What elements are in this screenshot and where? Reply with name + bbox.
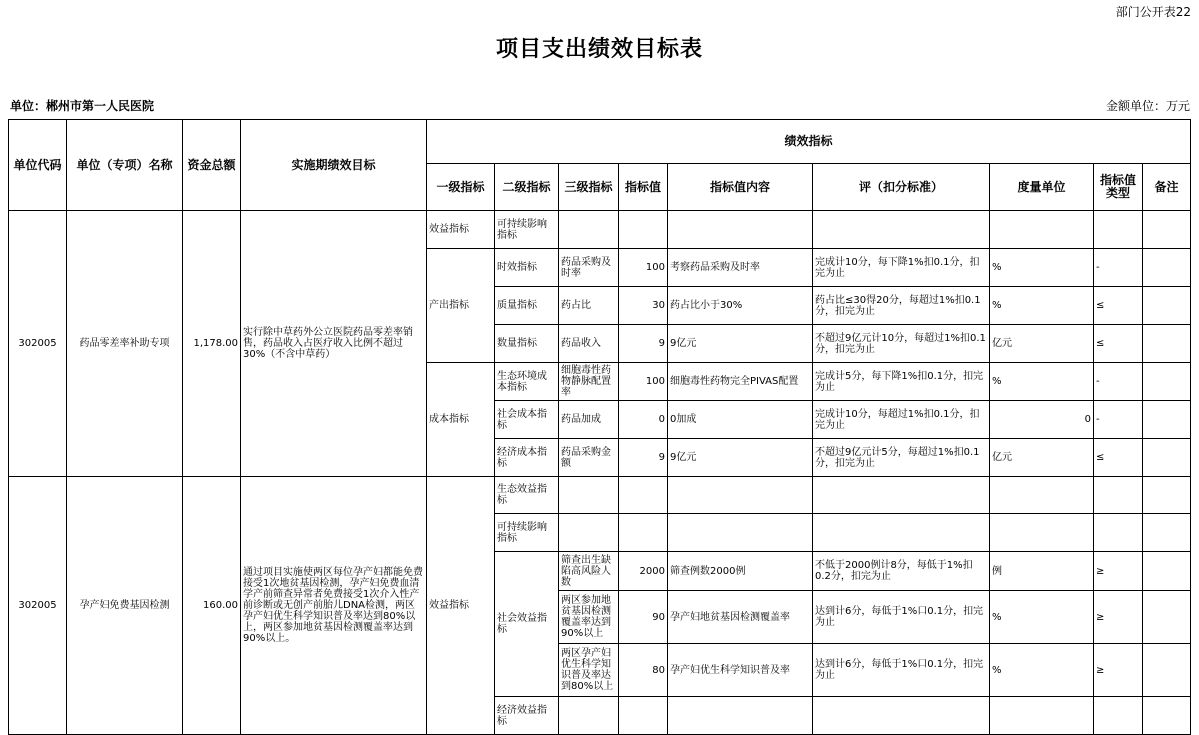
money-unit-label: 金额单位：万元	[1105, 99, 1190, 113]
level1-cell: 效益指标	[427, 477, 495, 735]
unit-code-cell: 302005	[9, 477, 67, 735]
value-cell: 9	[619, 439, 668, 477]
level2-cell: 质量指标	[495, 287, 559, 325]
project-name-cell: 孕产妇免费基因检测	[67, 477, 183, 735]
level1-cell: 效益指标	[427, 211, 495, 249]
scoring-cell: 完成计10分，每下降1%扣0.1分，扣完为止	[813, 249, 990, 287]
value-type-cell: ≥	[1094, 591, 1143, 644]
header-total-funds: 资金总额	[183, 120, 241, 211]
value-cell: 2000	[619, 552, 668, 591]
header-unit-code: 单位代码	[9, 120, 67, 211]
value-type-cell: ≤	[1094, 325, 1143, 363]
level3-cell: 细胞毒性药物静脉配置率	[559, 363, 619, 401]
level3-cell: 筛查出生缺陷高风险人数	[559, 552, 619, 591]
level2-cell: 社会成本指标	[495, 401, 559, 439]
content-cell	[668, 477, 813, 514]
value-cell: 90	[619, 591, 668, 644]
scoring-cell: 不超过9亿元计10分，每超过1%扣0.1分，扣完为止	[813, 325, 990, 363]
goal-cell: 实行除中草药外公立医院药品零差率销售，药品收入占医疗收入比例不超过30%（不含中草药）	[241, 211, 427, 477]
goal-cell: 通过项目实施使两区每位孕产妇都能免费接受1次地贫基因检测，孕产妇免费血清学产前筛查异常者免费接受1次介入性产前诊断或无创产前胎儿DNA检测，两区孕产妇优生科学知识普及率达到80%以上，两区参加地贫基因检测覆盖率达到90%以上。	[241, 477, 427, 735]
scoring-cell: 不超过9亿元计5分，每超过1%扣0.1分，扣完为止	[813, 439, 990, 477]
header-project-name: 单位（专项）名称	[67, 120, 183, 211]
level3-cell	[559, 477, 619, 514]
header-content: 指标值内容	[668, 164, 813, 211]
measure-unit-cell	[990, 697, 1094, 735]
value-type-cell	[1094, 477, 1143, 514]
level3-cell: 两区参加地贫基因检测覆盖率达到90%以上	[559, 591, 619, 644]
content-cell: 筛查例数2000例	[668, 552, 813, 591]
level2-cell: 社会效益指标	[495, 552, 559, 697]
form-number: 部门公开表22	[1115, 5, 1191, 19]
measure-unit-cell: %	[990, 287, 1094, 325]
value-type-cell: -	[1094, 249, 1143, 287]
value-cell	[619, 477, 668, 514]
remark-cell	[1143, 325, 1191, 363]
content-cell: 孕产妇优生科学知识普及率	[668, 644, 813, 697]
value-cell: 100	[619, 363, 668, 401]
scoring-cell	[813, 697, 990, 735]
content-cell	[668, 211, 813, 249]
value-cell: 80	[619, 644, 668, 697]
scoring-cell	[813, 211, 990, 249]
header-measure-unit: 度量单位	[990, 164, 1094, 211]
value-cell: 30	[619, 287, 668, 325]
page-title: 项目支出绩效目标表	[495, 37, 703, 62]
level3-cell: 药品采购金额	[559, 439, 619, 477]
measure-unit-cell: 亿元	[990, 439, 1094, 477]
value-type-cell: ≤	[1094, 439, 1143, 477]
level1-cell: 产出指标	[427, 249, 495, 363]
header-level3: 三级指标	[559, 164, 619, 211]
remark-cell	[1143, 514, 1191, 552]
remark-cell	[1143, 644, 1191, 697]
measure-unit-cell: %	[990, 644, 1094, 697]
remark-cell	[1143, 477, 1191, 514]
header-performance: 绩效指标	[427, 120, 1191, 164]
value-cell	[619, 697, 668, 735]
remark-cell	[1143, 697, 1191, 735]
value-type-cell: -	[1094, 363, 1143, 401]
level3-cell	[559, 514, 619, 552]
level3-cell	[559, 211, 619, 249]
content-cell	[668, 697, 813, 735]
content-cell: 孕产妇地贫基因检测覆盖率	[668, 591, 813, 644]
measure-unit-cell: 例	[990, 552, 1094, 591]
level2-cell: 生态效益指标	[495, 477, 559, 514]
scoring-cell	[813, 477, 990, 514]
remark-cell	[1143, 249, 1191, 287]
header-value-type: 指标值类型	[1094, 164, 1143, 211]
level3-cell: 药品收入	[559, 325, 619, 363]
level2-cell: 经济成本指标	[495, 439, 559, 477]
header-value: 指标值	[619, 164, 668, 211]
scoring-cell: 药占比≤30得20分，每超过1%扣0.1分，扣完为止	[813, 287, 990, 325]
level2-cell: 生态环境成本指标	[495, 363, 559, 401]
value-cell	[619, 211, 668, 249]
scoring-cell: 完成计5分，每下降1%扣0.1分，扣完为止	[813, 363, 990, 401]
remark-cell	[1143, 552, 1191, 591]
scoring-cell: 达到计6分，每低于1%口0.1分，扣完为止	[813, 644, 990, 697]
unit-code-cell: 302005	[9, 211, 67, 477]
performance-table	[8, 119, 1191, 735]
unit-label: 单位：郴州市第一人民医院	[10, 99, 155, 113]
table-row	[9, 211, 1191, 249]
level3-cell: 药品采购及时率	[559, 249, 619, 287]
value-cell: 0	[619, 401, 668, 439]
content-cell: 0加成	[668, 401, 813, 439]
remark-cell	[1143, 287, 1191, 325]
project-name-cell: 药品零差率补助专项	[67, 211, 183, 477]
value-cell	[619, 514, 668, 552]
value-cell: 9	[619, 325, 668, 363]
table-row	[9, 477, 1191, 514]
level3-cell: 药品加成	[559, 401, 619, 439]
value-type-cell	[1094, 211, 1143, 249]
content-cell: 9亿元	[668, 325, 813, 363]
scoring-cell: 达到计6分，每低于1%口0.1分，扣完为止	[813, 591, 990, 644]
remark-cell	[1143, 363, 1191, 401]
measure-unit-cell	[990, 514, 1094, 552]
header-goal: 实施期绩效目标	[241, 120, 427, 211]
header-level2: 二级指标	[495, 164, 559, 211]
level3-cell: 两区孕产妇优生科学知识普及率达到80%以上	[559, 644, 619, 697]
value-type-cell: -	[1094, 401, 1143, 439]
remark-cell	[1143, 401, 1191, 439]
value-type-cell	[1094, 514, 1143, 552]
content-cell: 细胞毒性药物完全PIVAS配置	[668, 363, 813, 401]
remark-cell	[1143, 211, 1191, 249]
content-cell: 9亿元	[668, 439, 813, 477]
content-cell: 考察药品采购及时率	[668, 249, 813, 287]
level3-cell	[559, 697, 619, 735]
value-cell: 100	[619, 249, 668, 287]
scoring-cell	[813, 514, 990, 552]
measure-unit-cell	[990, 477, 1094, 514]
value-type-cell: ≤	[1094, 287, 1143, 325]
level2-cell: 可持续影响指标	[495, 514, 559, 552]
level2-cell: 数量指标	[495, 325, 559, 363]
scoring-cell: 不低于2000例计8分，每低于1%扣0.2分，扣完为止	[813, 552, 990, 591]
content-cell	[668, 514, 813, 552]
measure-unit-cell: 0	[990, 401, 1094, 439]
value-type-cell: ≥	[1094, 644, 1143, 697]
measure-unit-cell: %	[990, 591, 1094, 644]
measure-unit-cell: %	[990, 363, 1094, 401]
level2-cell: 经济效益指标	[495, 697, 559, 735]
header-remark: 备注	[1143, 164, 1191, 211]
measure-unit-cell: 亿元	[990, 325, 1094, 363]
remark-cell	[1143, 591, 1191, 644]
measure-unit-cell	[990, 211, 1094, 249]
amount-cell: 160.00	[183, 477, 241, 735]
amount-cell: 1,178.00	[183, 211, 241, 477]
remark-cell	[1143, 439, 1191, 477]
level3-cell: 药占比	[559, 287, 619, 325]
measure-unit-cell: %	[990, 249, 1094, 287]
value-type-cell: ≥	[1094, 552, 1143, 591]
level2-cell: 时效指标	[495, 249, 559, 287]
level2-cell: 可持续影响指标	[495, 211, 559, 249]
header-scoring: 评（扣分标准）	[813, 164, 990, 211]
value-type-cell	[1094, 697, 1143, 735]
header-level1: 一级指标	[427, 164, 495, 211]
level1-cell: 成本指标	[427, 363, 495, 477]
content-cell: 药占比小于30%	[668, 287, 813, 325]
scoring-cell: 完成计10分，每超过1%扣0.1分，扣完为止	[813, 401, 990, 439]
